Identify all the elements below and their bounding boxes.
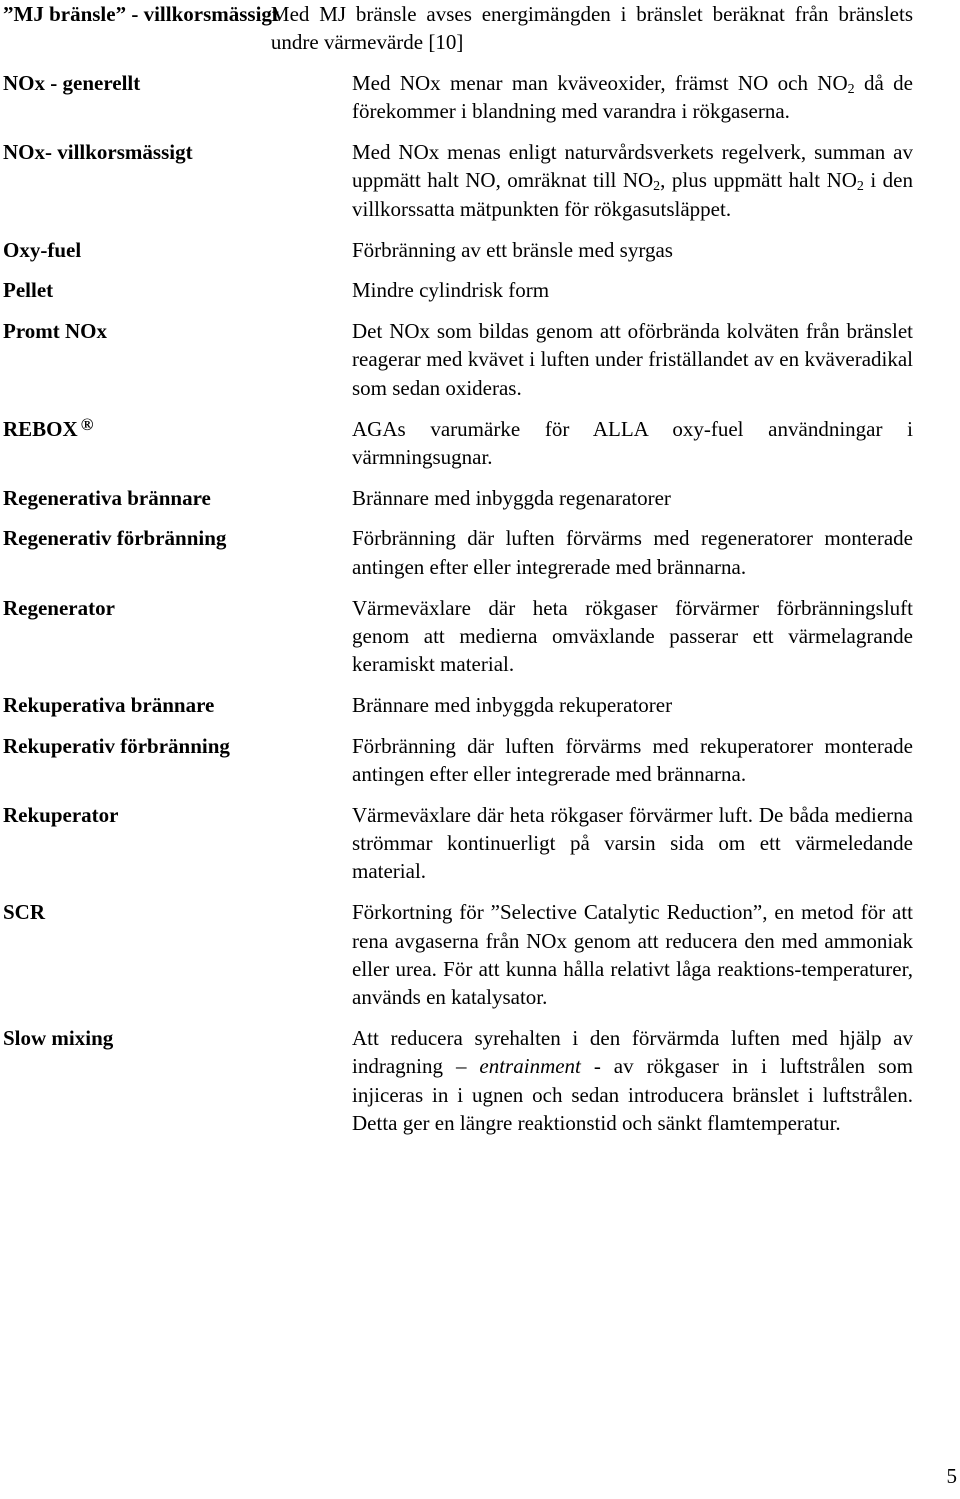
glossary-term: NOx- villkorsmässigt: [3, 140, 193, 165]
glossary-definition: Med MJ bränsle avses energimängden i bränslet beräknat från bränslets undre värmevärde [10]: [270, 2, 913, 55]
definition-text: - av rökgaser in i luftstrålen som injiceras in i ugnen och sedan introducera bränslet i luftstrålen. Detta ger en längre reaktionstid och sänkt flamtemperatur.: [352, 1054, 914, 1135]
subscript: 2: [847, 82, 855, 98]
glossary-term: Slow mixing: [3, 1025, 114, 1050]
glossary-entry-regenerativa-brannare: [3, 484, 913, 512]
glossary-entry-rekuperativa-brannare: [3, 691, 913, 719]
glossary-entry-rebox: [3, 415, 913, 472]
definition-text: Att reducera syrehalten i den förvärmda luften med hjälp av indragning –: [352, 1025, 913, 1079]
glossary-definition: [352, 69, 913, 126]
glossary-definition: [352, 138, 913, 223]
definition-text: Med NOx menas enligt naturvårdsverkets regelverk, summan av uppmätt halt NO, omräknat till NO: [352, 140, 913, 193]
glossary-term: SCR: [3, 900, 46, 925]
glossary-entry-oxy-fuel: [3, 236, 913, 264]
glossary-definition: Värmeväxlare där heta rökgaser förvärmer luft. De båda medierna strömmar kontinuerligt på varsin sida om ett värmeledande material.: [352, 802, 913, 884]
glossary-term: [3, 415, 352, 443]
glossary-term: Oxy-fuel: [3, 237, 82, 262]
glossary-entry-regenerativ-forbranning: [3, 524, 913, 581]
glossary-definition: Brännare med inbyggda regenaratorer: [352, 485, 671, 510]
definition-text: , plus uppmätt halt NO: [660, 168, 857, 193]
emphasized-term: entrainment: [479, 1054, 581, 1079]
glossary-entry-rekuperativ-forbranning: [3, 732, 913, 789]
glossary-definition: Mindre cylindrisk form: [352, 278, 550, 303]
glossary-term: Promt NOx: [3, 319, 108, 344]
glossary-entry-nox-villkorsmassigt: [3, 138, 913, 223]
glossary-definition: Förbränning där luften förvärms med rekuperatorer monterade antingen efter eller integrerade med brännarna.: [352, 733, 913, 787]
glossary-term: Regenerator: [3, 595, 115, 620]
glossary-list: [3, 0, 913, 1150]
subscript: 2: [856, 179, 864, 195]
glossary-definition: Förkortning för ”Selective Catalytic Reduction”, en metod för att rena avgaserna från NOx genom att reducera den med ammoniak eller urea. För att kunna hålla relativt låga reaktions-temperaturer, används en katalysator.: [352, 900, 913, 1010]
glossary-term: Pellet: [3, 278, 54, 303]
glossary-term: Regenerativa brännare: [3, 485, 211, 510]
subscript: 2: [653, 179, 661, 195]
glossary-entry-nox-generellt: [3, 69, 913, 126]
glossary-definition: Värmeväxlare där heta rökgaser förvärmer förbränningsluft genom att medierna omväxlande passerar ett värmelagrande keramiskt material.: [352, 595, 913, 677]
term-text: REBOX: [3, 416, 78, 441]
glossary-definition: Brännare med inbyggda rekuperatorer: [352, 692, 673, 717]
glossary-term: ”MJ bränsle” - villkorsmässigt: [3, 2, 279, 26]
glossary-definition: Förbränning där luften förvärms med regeneratorer monterade antingen efter eller integrerade med brännarna.: [352, 526, 913, 579]
glossary-entry-regenerator: [3, 594, 913, 679]
glossary-entry-pellet: [3, 276, 913, 304]
glossary-definition: AGAs varumärke för ALLA oxy-fuel användningar i värmningsugnar.: [352, 416, 913, 469]
definition-text: i den villkorssatta mätpunkten för rökgasutsläppet.: [352, 168, 913, 221]
glossary-term: Regenerativ förbränning: [3, 526, 227, 551]
glossary-entry-slow-mixing: [3, 1024, 913, 1137]
glossary-entry-promt-nox: [3, 317, 913, 402]
glossary-definition: Förbränning av ett bränsle med syrgas: [352, 237, 673, 262]
glossary-entry-scr: [3, 898, 913, 1011]
glossary-entry-rekuperator: [3, 801, 913, 886]
glossary-definition: [352, 1024, 913, 1137]
registered-mark-icon: ®: [80, 414, 94, 434]
glossary-term: Rekuperativ förbränning: [3, 733, 230, 758]
glossary-entry-mj-bransle: [3, 0, 913, 57]
page-number: 5: [946, 1464, 957, 1488]
definition-text: Med NOx menar man kväveoxider, främst NO och NO: [352, 71, 848, 96]
glossary-term: Rekuperator: [3, 802, 119, 827]
glossary-term: Rekuperativa brännare: [3, 692, 215, 717]
glossary-term: NOx - generellt: [3, 71, 141, 96]
glossary-definition: Det NOx som bildas genom att oförbrända kolväten från bränslet reagerar med kvävet i luften under friställandet av en kväveradikal som sedan oxideras.: [352, 319, 913, 400]
definition-text: då de förekommer i blandning med varandra i rökgaserna.: [352, 71, 913, 124]
